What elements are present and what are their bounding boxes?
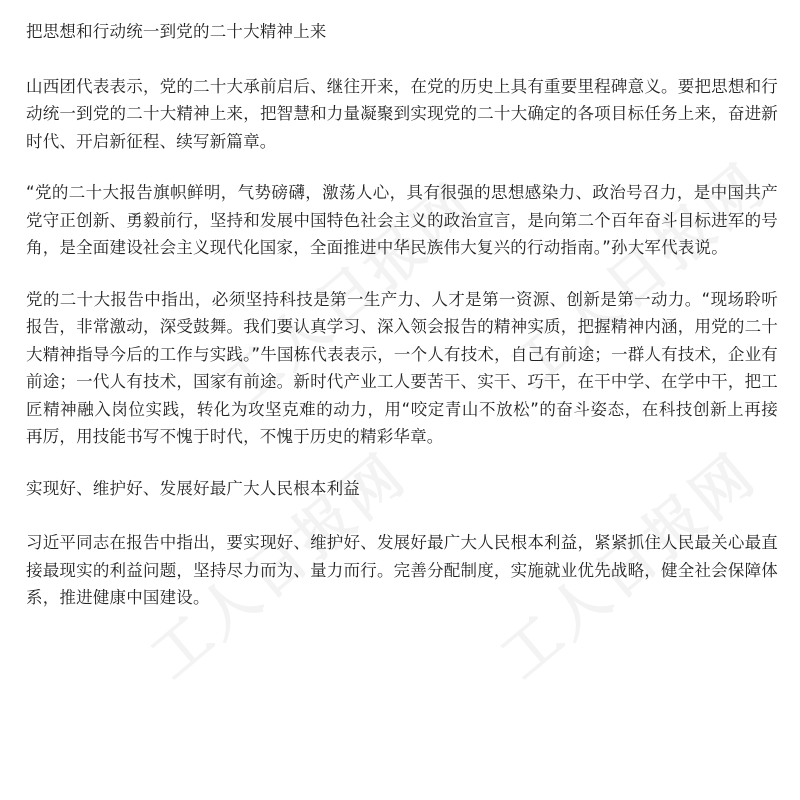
paragraph-1: 山西团代表表示，党的二十大承前启后、继往开来，在党的历史上具有重要里程碑意义。要把思想和行动统一到党的二十大精神上来，把智慧和力量凝聚到实现党的二十大确定的各项目标任务上来，奋进新时代、开启新征程、续写新篇章。 [26,76,778,151]
paragraph-4: 习近平同志在报告中指出，要实现好、维护好、发展好最广大人民根本利益，紧紧抓住人民最关心最直接最现实的利益问题，坚持尽力而为、量力而行。完善分配制度，实施就业优先战略，健全社会保障体系，推进健康中国建设。 [26,533,778,607]
paragraph-3: 党的二十大报告中指出，必须坚持科技是第一生产力、人才是第一资源、创新是第一动力。“现场聆听报告，非常激动，深受鼓舞。我们要认真学习、深入领会报告的精神实质，把握精神内涵，用党的二十大精神指导今后的工作与实践。”牛国栋代表表示，一个人有技术，自己有前途；一群人有技术，企业有前途；一代人有技术，国家有前途。新时代产业工人要苦干、实干、巧干，在干中学、在学中干，把工匠精神融入岗位实践，转化为攻坚克难的动力，用“咬定青山不放松”的奋斗姿态，在科技创新上再接再厉，用技能书写不愧于时代，不愧于历史的精彩华章。 [26,289,778,446]
section-heading-2: 实现好、维护好、发展好最广大人民根本利益 [26,478,360,498]
article-body [26,18,778,636]
section-heading-1: 把思想和行动统一到党的二十大精神上来 [26,22,327,41]
paragraph-2: “党的二十大报告旗帜鲜明，气势磅礴，激荡人心，具有很强的思想感染力、政治号召力，是中国共产党守正创新、勇毅前行，坚持和发展中国特色社会主义的政治宣言，是向第二个百年奋斗目标进军的号角，是全面建设社会主义现代化国家，全面推进中华民族伟大复兴的行动指南。”孙大军代表说。 [26,183,778,257]
